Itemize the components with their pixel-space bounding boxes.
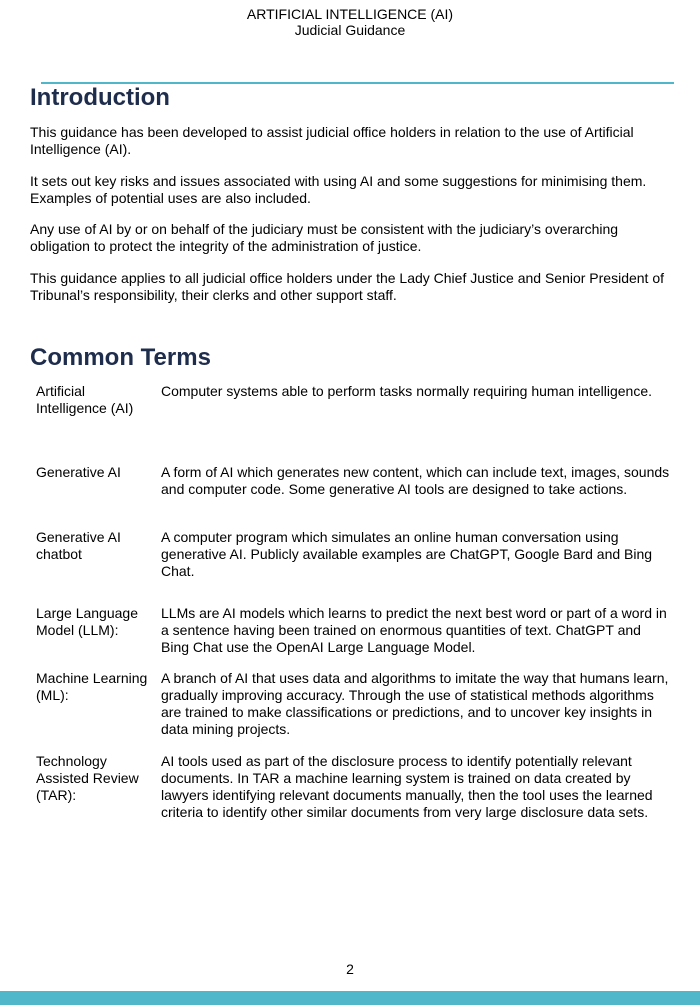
introduction-heading: Introduction bbox=[30, 84, 170, 111]
term-definition: LLMs are AI models which learns to predict the next best word or part of a word in a sentence having been trained on enormous quantities of text. ChatGPT and Bing Chat use the OpenAI Large Language Model. bbox=[161, 605, 667, 655]
term-label: Large Language Model (LLM): bbox=[36, 605, 138, 638]
term-label: Technology Assisted Review (TAR): bbox=[36, 753, 139, 803]
term-definition: A computer program which simulates an online human conversation using generative AI. Publicly available examples are ChatGPT, Google Bard and Bing Chat. bbox=[161, 529, 653, 579]
term-definition: Computer systems able to perform tasks normally requiring human intelligence. bbox=[161, 383, 652, 399]
term-definition: A form of AI which generates new content, which can include text, images, sounds and computer code. Some generative AI tools are designed to take actions. bbox=[161, 464, 670, 497]
header-subtitle: Judicial Guidance bbox=[294, 22, 406, 38]
intro-paragraph: This guidance applies to all judicial office holders under the Lady Chief Justice and Senior President of Tribunal’s responsibility, their clerks and other support staff. bbox=[30, 270, 665, 303]
page-number: 2 bbox=[346, 961, 354, 977]
footer-bar bbox=[0, 991, 700, 1005]
term-label: Machine Learning (ML): bbox=[36, 670, 148, 703]
term-label: Generative AI chatbot bbox=[36, 529, 121, 562]
term-label: Generative AI bbox=[36, 464, 121, 480]
term-label: Artificial Intelligence (AI) bbox=[36, 383, 134, 416]
page-header bbox=[0, 6, 700, 38]
header-title: ARTIFICIAL INTELLIGENCE (AI) bbox=[246, 6, 454, 22]
intro-paragraph: Any use of AI by or on behalf of the judiciary must be consistent with the judiciary’s overarching obligation to protect the integrity of the administration of justice. bbox=[30, 221, 619, 254]
intro-paragraph: It sets out key risks and issues associated with using AI and some suggestions for minimising them. Examples of potential uses are also included. bbox=[30, 173, 647, 206]
intro-paragraph: This guidance has been developed to assist judicial office holders in relation to the use of Artificial Intelligence (AI). bbox=[30, 124, 634, 157]
common-terms-heading: Common Terms bbox=[30, 344, 211, 371]
term-definition: AI tools used as part of the disclosure process to identify potentially relevant documents. In TAR a machine learning system is trained on data created by lawyers identifying relevant documents manually, then the tool uses the learned criteria to identify other similar documents from very large disclosure data sets. bbox=[161, 753, 653, 820]
term-definition: A branch of AI that uses data and algorithms to imitate the way that humans learn, gradually improving accuracy. Through the use of statistical methods algorithms are trained to make classifications or predictions, and to uncover key insights in data mining projects. bbox=[161, 670, 669, 737]
